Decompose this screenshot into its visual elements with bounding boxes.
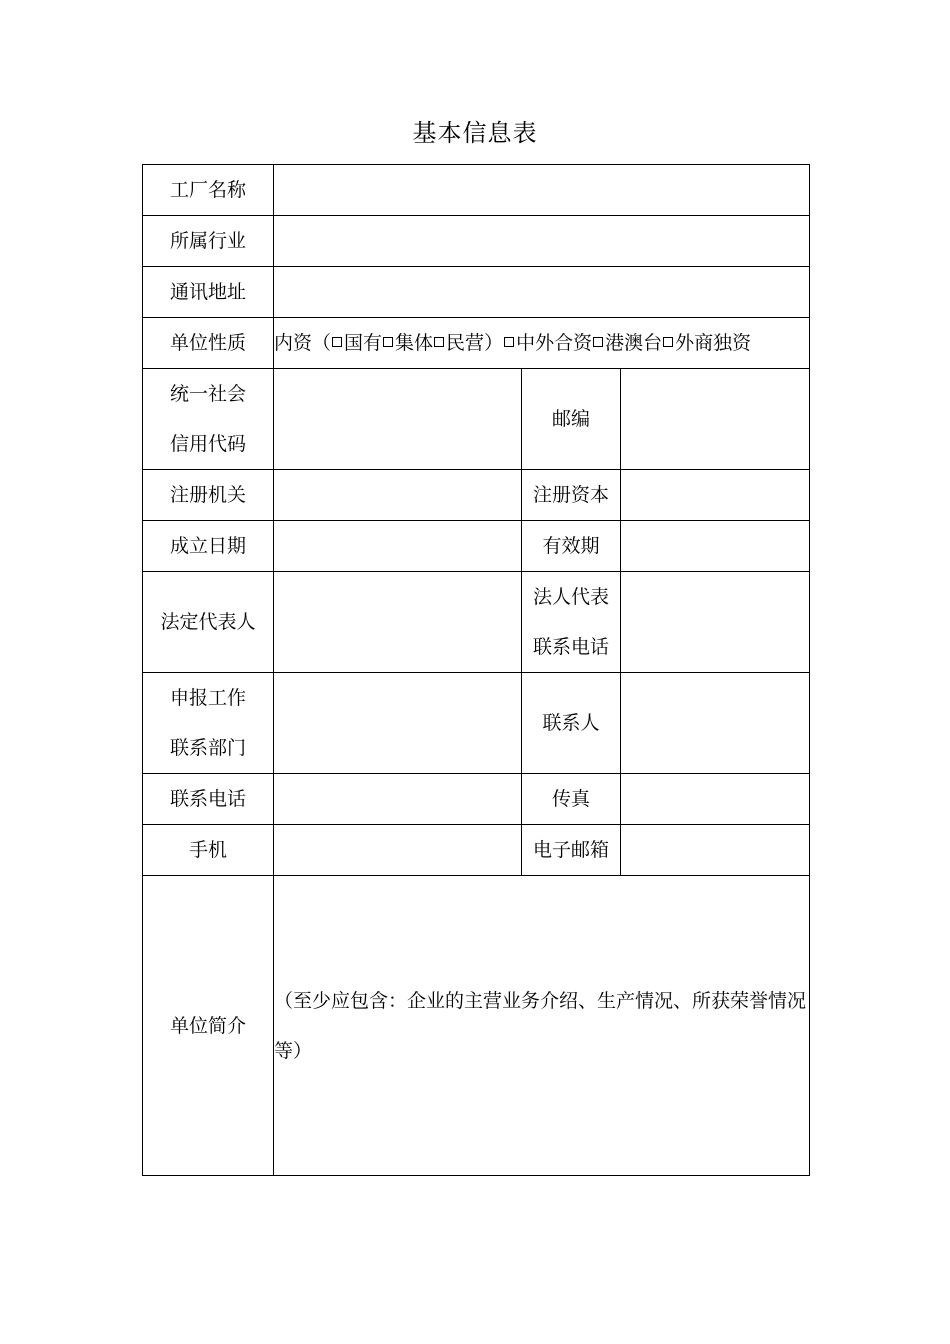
email-field[interactable] — [621, 825, 810, 876]
option-collective: 集体 — [395, 332, 434, 354]
table-row — [143, 572, 810, 673]
checkbox-joint-venture[interactable] — [504, 337, 514, 347]
phone-label: 联系电话 — [143, 774, 274, 825]
mobile-label: 手机 — [143, 825, 274, 876]
dept-label-line2: 联系部门 — [169, 737, 246, 759]
checkbox-hk-macao-taiwan[interactable] — [593, 337, 603, 347]
founded-label: 成立日期 — [143, 521, 274, 572]
validity-label: 有效期 — [522, 521, 621, 572]
reg-authority-label: 注册机关 — [143, 470, 274, 521]
credit-code-label — [143, 369, 274, 470]
industry-field[interactable] — [274, 216, 810, 267]
postcode-field[interactable] — [621, 369, 810, 470]
dept-label-line1: 申报工作 — [169, 687, 246, 709]
nature-prefix: 内资（ — [274, 332, 332, 354]
table-row — [143, 521, 810, 572]
email-label: 电子邮箱 — [522, 825, 621, 876]
nature-options — [274, 318, 810, 369]
legal-phone-label-line1: 法人代表 — [532, 586, 609, 608]
nature-close: ） — [484, 332, 504, 354]
legal-rep-field[interactable] — [274, 572, 522, 673]
credit-code-label-line2: 信用代码 — [169, 433, 246, 455]
credit-code-label-line1: 统一社会 — [169, 383, 246, 405]
checkbox-private[interactable] — [434, 337, 444, 347]
basic-info-table — [142, 164, 810, 1176]
credit-code-field[interactable] — [274, 369, 522, 470]
option-joint-venture: 中外合资 — [516, 332, 593, 354]
table-row — [143, 165, 810, 216]
legal-phone-label — [522, 572, 621, 673]
address-label: 通讯地址 — [143, 267, 274, 318]
legal-rep-label: 法定代表人 — [143, 572, 274, 673]
page-title: 基本信息表 — [412, 119, 538, 147]
table-row — [143, 825, 810, 876]
table-row — [143, 216, 810, 267]
reg-capital-label: 注册资本 — [522, 470, 621, 521]
option-private: 民营 — [446, 332, 485, 354]
checkbox-state-owned[interactable] — [332, 337, 342, 347]
factory-name-label: 工厂名称 — [143, 165, 274, 216]
fax-field[interactable] — [621, 774, 810, 825]
checkbox-collective[interactable] — [383, 337, 393, 347]
table-row — [143, 470, 810, 521]
phone-field[interactable] — [274, 774, 522, 825]
contact-label: 联系人 — [522, 673, 621, 774]
intro-field[interactable] — [274, 876, 810, 1176]
intro-hint: （至少应包含：企业的主营业务介绍、生产情况、所获荣誉情况等） — [274, 989, 807, 1062]
table-row — [143, 876, 810, 1176]
table-row — [143, 369, 810, 470]
nature-label: 单位性质 — [143, 318, 274, 369]
address-field[interactable] — [274, 267, 810, 318]
dept-label — [143, 673, 274, 774]
factory-name-field[interactable] — [274, 165, 810, 216]
option-hk-macao-taiwan: 港澳台 — [605, 332, 663, 354]
option-state-owned: 国有 — [344, 332, 383, 354]
table-row — [143, 774, 810, 825]
contact-field[interactable] — [621, 673, 810, 774]
fax-label: 传真 — [522, 774, 621, 825]
intro-label: 单位简介 — [143, 876, 274, 1176]
postcode-label: 邮编 — [522, 369, 621, 470]
option-foreign-owned: 外商独资 — [675, 332, 752, 354]
table-row — [143, 673, 810, 774]
dept-field[interactable] — [274, 673, 522, 774]
reg-authority-field[interactable] — [274, 470, 522, 521]
industry-label: 所属行业 — [143, 216, 274, 267]
legal-phone-label-line2: 联系电话 — [532, 636, 609, 658]
table-row — [143, 267, 810, 318]
legal-phone-field[interactable] — [621, 572, 810, 673]
checkbox-foreign-owned[interactable] — [663, 337, 673, 347]
mobile-field[interactable] — [274, 825, 522, 876]
table-row — [143, 318, 810, 369]
validity-field[interactable] — [621, 521, 810, 572]
founded-field[interactable] — [274, 521, 522, 572]
reg-capital-field[interactable] — [621, 470, 810, 521]
